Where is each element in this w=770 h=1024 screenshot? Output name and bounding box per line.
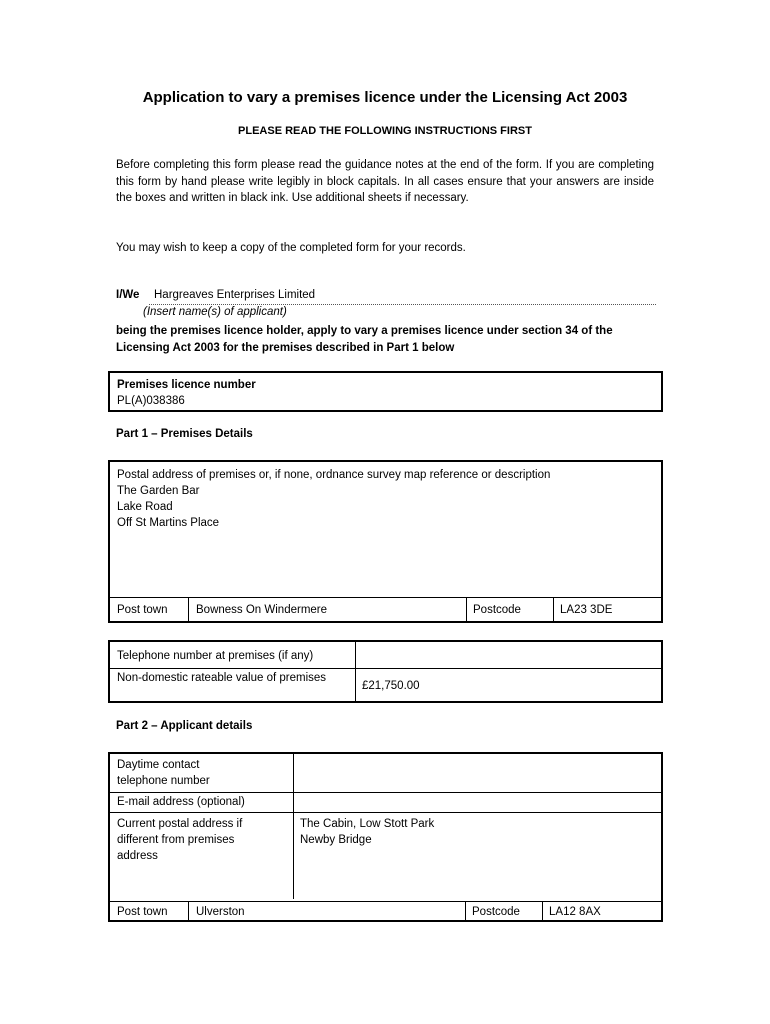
daytime-divider: [110, 792, 661, 793]
licence-number-label: Premises licence number: [117, 379, 256, 391]
part2-heading: Part 2 – Applicant details: [116, 720, 253, 732]
applicant-postcode-value-divider: [542, 901, 543, 920]
applicant-statement: being the premises licence holder, apply to vary a premises licence under section 34 of the Licensing Act 2003 for the premises described in Part 1 below: [116, 325, 613, 354]
postcode-value-divider: [553, 597, 554, 621]
address-divider: [110, 901, 661, 902]
rateable-value[interactable]: £21,750.00: [362, 680, 420, 692]
daytime-phone-label: Daytime contact telephone number: [117, 759, 210, 787]
applicant-prefix: I/We: [116, 289, 140, 301]
applicant-name-field[interactable]: [149, 289, 656, 305]
applicant-post-town-divider: [188, 901, 189, 920]
applicant-post-town-value[interactable]: Ulverston: [196, 906, 245, 918]
applicant-address-line-1[interactable]: The Cabin, Low Stott Park: [300, 818, 435, 830]
email-label: E-mail address (optional): [117, 796, 245, 808]
premises-address-divider: [110, 597, 661, 598]
licence-number-value: PL(A)038386: [117, 395, 185, 407]
applicant-post-town-label: Post town: [117, 906, 168, 918]
premises-postcode-label: Postcode: [473, 604, 521, 616]
premises-post-town-value[interactable]: Bowness On Windermere: [196, 604, 328, 616]
applicant-label-divider: [293, 754, 294, 899]
postcode-label-divider: [466, 597, 467, 621]
applicant-address-label: Current postal address if different from premises address: [117, 818, 243, 862]
applicant-postcode-label: Postcode: [472, 906, 520, 918]
tel-row-divider: [110, 668, 661, 669]
premises-postcode-value[interactable]: LA23 3DE: [560, 604, 613, 616]
premises-post-town-label: Post town: [117, 604, 168, 616]
applicant-postcode-label-divider: [465, 901, 466, 920]
applicant-name: Hargreaves Enterprises Limited: [154, 289, 316, 301]
premises-address-label: Postal address of premises or, if none, ordnance survey map reference or description: [117, 469, 551, 481]
email-divider: [110, 812, 661, 813]
instructions-paragraph: Before completing this form please read the guidance notes at the end of the form. If you are completing this form by hand please write legibly in block capitals. In all cases ensure that your answers are inside the boxes and written in black ink. Use additional sheets if necessary.: [116, 159, 654, 204]
copy-note: You may wish to keep a copy of the completed form for your records.: [116, 242, 466, 254]
post-town-divider: [188, 597, 189, 621]
licence-number-box[interactable]: [108, 371, 663, 412]
rateable-value-label: Non-domestic rateable value of premises: [117, 672, 327, 684]
tel-rateable-divider: [355, 642, 356, 701]
form-title: Application to vary a premises licence under the Licensing Act 2003: [142, 89, 628, 106]
applicant-details-box: [108, 752, 663, 922]
premises-address-line-1[interactable]: The Garden Bar: [117, 485, 200, 497]
premises-telephone-label: Telephone number at premises (if any): [117, 650, 314, 662]
premises-address-box: [108, 460, 663, 623]
premises-address-line-2[interactable]: Lake Road: [117, 501, 173, 513]
applicant-name-hint: (Insert name(s) of applicant): [143, 306, 287, 318]
part1-heading: Part 1 – Premises Details: [116, 428, 253, 440]
instructions-heading: PLEASE READ THE FOLLOWING INSTRUCTIONS FIRST: [238, 125, 532, 137]
premises-telephone-rateable-box: [108, 640, 663, 703]
applicant-address-line-2[interactable]: Newby Bridge: [300, 834, 372, 846]
applicant-postcode-value[interactable]: LA12 8AX: [549, 906, 601, 918]
premises-address-line-3[interactable]: Off St Martins Place: [117, 517, 220, 529]
